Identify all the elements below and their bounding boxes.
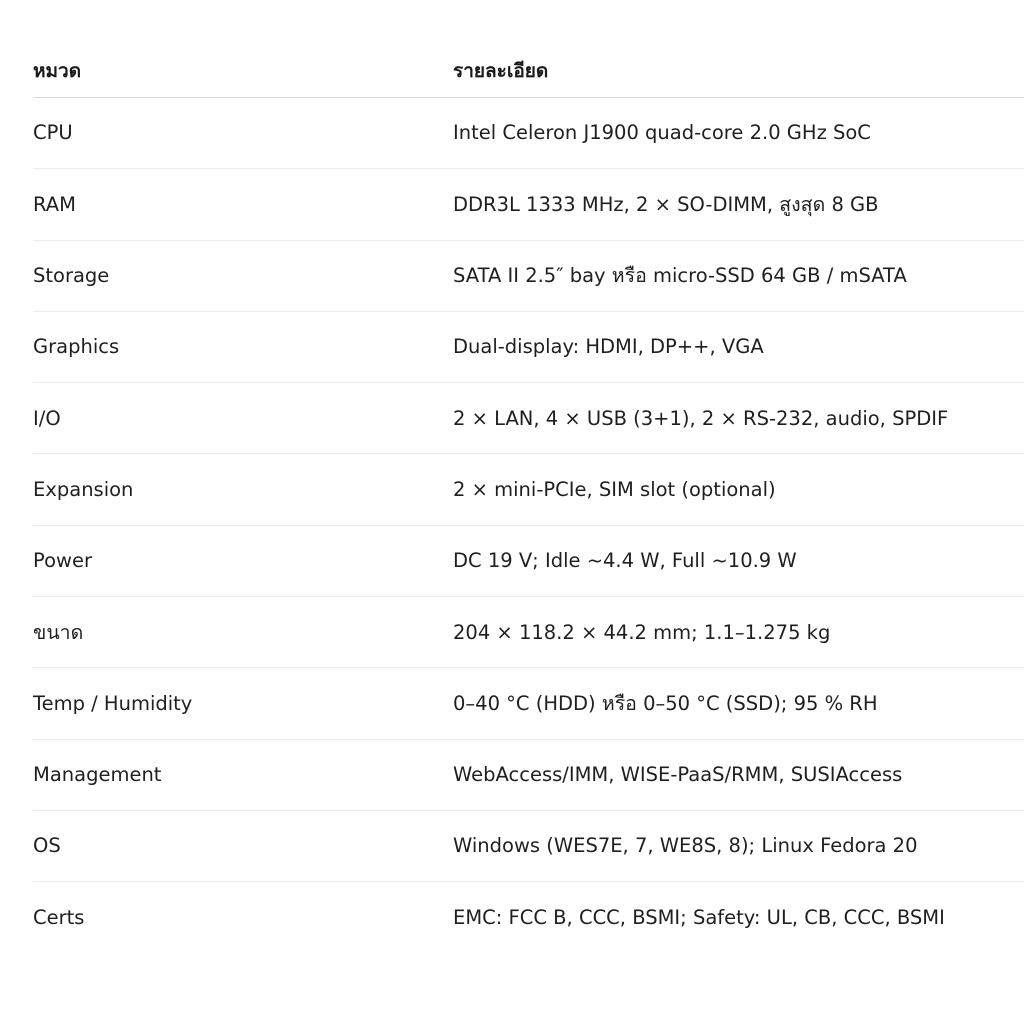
table-row (33, 882, 1024, 953)
category-cell: Storage (33, 264, 110, 288)
category-cell: ขนาด (33, 620, 84, 644)
category-cell: OS (33, 834, 61, 858)
detail-cell: EMC: FCC B, CCC, BSMI; Safety: UL, CB, CCC, BSMI (453, 906, 945, 930)
table-row (33, 98, 1024, 169)
table-row (33, 454, 1024, 525)
table-header-row (33, 46, 1024, 98)
table-row (33, 241, 1024, 312)
category-cell: Graphics (33, 335, 120, 359)
table-row (33, 169, 1024, 240)
category-cell: Power (33, 549, 92, 573)
detail-cell: DC 19 V; Idle ~4.4 W, Full ~10.9 W (453, 549, 797, 573)
category-cell: CPU (33, 121, 73, 145)
detail-cell: WebAccess/IMM, WISE-PaaS/RMM, SUSIAccess (453, 763, 903, 787)
column-header-detail: รายละเอียด (453, 60, 549, 83)
category-cell: Management (33, 763, 162, 787)
table-row (33, 811, 1024, 882)
detail-cell: 0–40 °C (HDD) หรือ 0–50 °C (SSD); 95 % RH (453, 691, 878, 715)
detail-cell: Intel Celeron J1900 quad-core 2.0 GHz SoC (453, 121, 871, 145)
detail-cell: 2 × mini-PCIe, SIM slot (optional) (453, 477, 776, 501)
table-row (33, 597, 1024, 668)
detail-cell: Dual-display: HDMI, DP++, VGA (453, 335, 764, 359)
column-header-category: หมวด (33, 60, 82, 83)
detail-cell: DDR3L 1333 MHz, 2 × SO-DIMM, สูงสุด 8 GB (453, 192, 879, 216)
category-cell: Certs (33, 906, 85, 930)
table-row (33, 312, 1024, 383)
category-cell: Expansion (33, 477, 134, 501)
category-cell: I/O (33, 406, 61, 430)
table-row (33, 383, 1024, 454)
spec-table (33, 46, 1024, 954)
table-row (33, 668, 1024, 739)
detail-cell: Windows (WES7E, 7, WE8S, 8); Linux Fedora 20 (453, 834, 918, 858)
detail-cell: 2 × LAN, 4 × USB (3+1), 2 × RS-232, audio, SPDIF (453, 406, 949, 430)
category-cell: RAM (33, 192, 76, 216)
detail-cell: SATA II 2.5″ bay หรือ micro-SSD 64 GB / mSATA (453, 264, 907, 288)
detail-cell: 204 × 118.2 × 44.2 mm; 1.1–1.275 kg (453, 620, 831, 644)
table-row (33, 740, 1024, 811)
table-row (33, 526, 1024, 597)
category-cell: Temp / Humidity (33, 691, 193, 715)
